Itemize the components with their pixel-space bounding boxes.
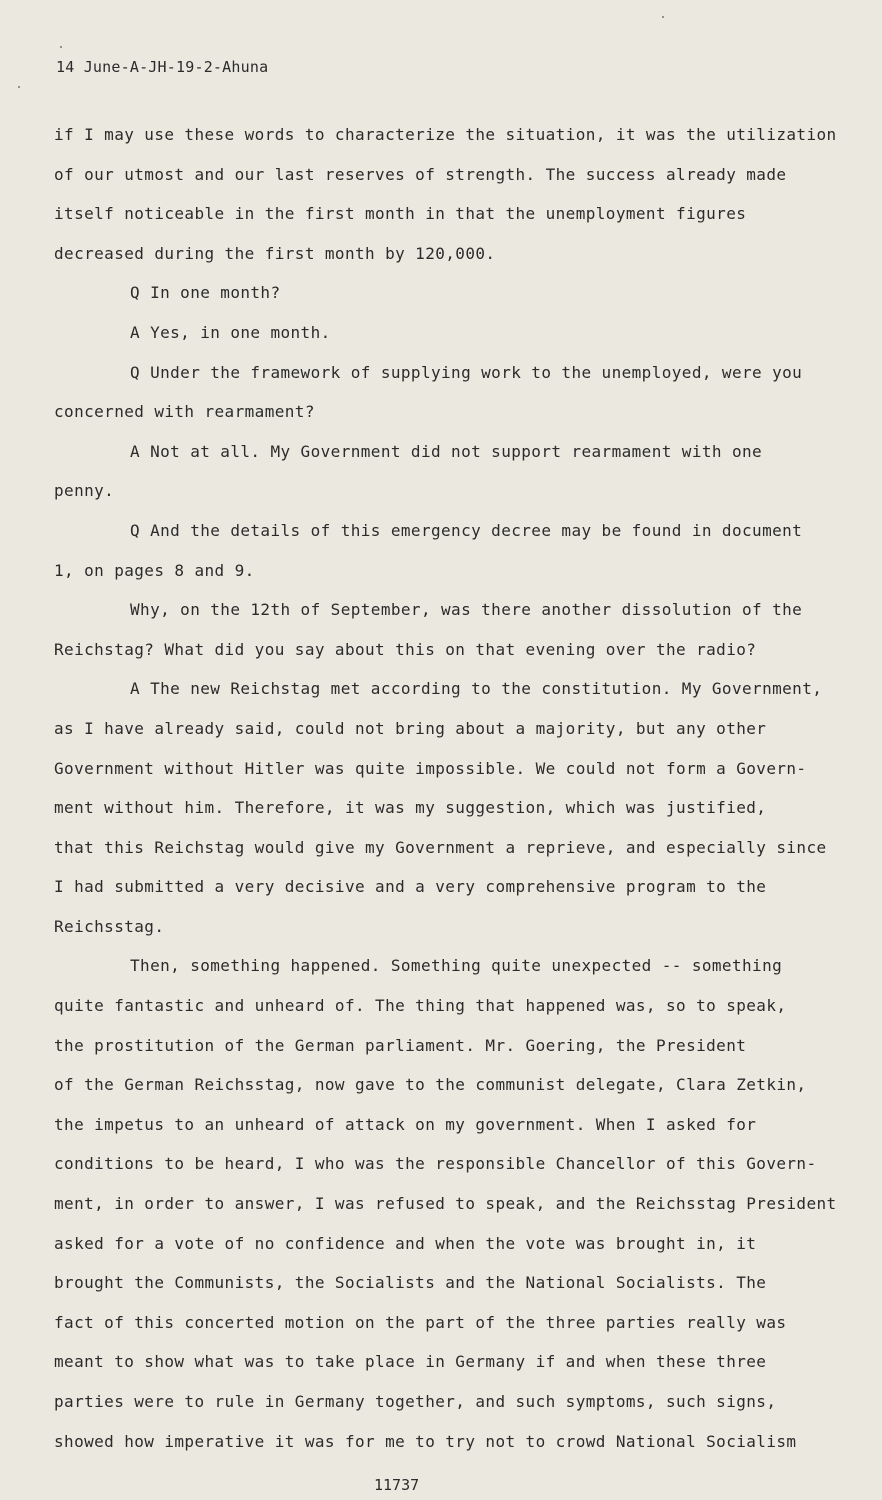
page-number: 11737: [374, 1476, 420, 1494]
page-header: 14 June-A-JH-19-2-Ahuna: [56, 58, 269, 76]
paper-speck: [18, 86, 20, 88]
text-line: decreased during the first month by 120,000.: [54, 243, 496, 263]
text-line: quite fantastic and unheard of. The thing that happened was, so to speak,: [54, 996, 787, 1016]
text-line: the prostitution of the German parliament. Mr. Goering, the President: [54, 1035, 747, 1055]
transcript-body: [54, 115, 837, 1461]
text-line: I had submitted a very decisive and a very comprehensive program to the: [54, 877, 767, 897]
text-line: Then, something happened. Something quite unexpected -- something: [130, 956, 783, 976]
text-line: showed how imperative it was for me to try not to crowd National Socialism: [54, 1431, 797, 1451]
text-line: itself noticeable in the first month in that the unemployment figures: [54, 204, 747, 224]
text-line: parties were to rule in Germany together, and such symptoms, such signs,: [54, 1392, 777, 1411]
text-line: Why, on the 12th of September, was there another dissolution of the: [130, 600, 803, 620]
text-line: conditions to be heard, I who was the responsible Chancellor of this Govern-: [54, 1154, 817, 1174]
text-line: Reichsstag.: [54, 916, 165, 936]
text-line: of the German Reichsstag, now gave to the communist delegate, Clara Zetkin,: [54, 1075, 807, 1095]
paper-speck: [662, 16, 664, 18]
text-line: penny.: [54, 481, 115, 501]
text-line: asked for a vote of no confidence and when the vote was brought in, it: [54, 1233, 757, 1253]
text-line: A The new Reichstag met according to the constitution. My Government,: [130, 679, 823, 699]
text-line: Reichstag? What did you say about this on that evening over the radio?: [54, 639, 757, 659]
text-line: the impetus to an unheard of attack on my government. When I asked for: [54, 1114, 757, 1134]
text-line: A Not at all. My Government did not support rearmament with one: [130, 441, 763, 461]
text-line: ment without him. Therefore, it was my suggestion, which was justified,: [54, 798, 767, 818]
text-line: Government without Hitler was quite impossible. We could not form a Govern-: [54, 758, 807, 778]
text-line: that this Reichstag would give my Government a reprieve, and especially since: [54, 837, 827, 857]
text-line: A Yes, in one month.: [130, 322, 331, 342]
text-line: Q In one month?: [130, 283, 281, 303]
text-line: ment, in order to answer, I was refused to speak, and the Reichsstag President: [54, 1194, 837, 1214]
text-line: 1, on pages 8 and 9.: [54, 560, 255, 580]
text-line: Q And the details of this emergency decree may be found in document: [130, 520, 803, 540]
text-line: if I may use these words to characterize the situation, it was the utilization: [54, 125, 837, 144]
text-line: of our utmost and our last reserves of strength. The success already made: [54, 164, 787, 184]
paper-speck: [60, 46, 62, 48]
text-line: as I have already said, could not bring about a majority, but any other: [54, 718, 767, 738]
text-line: brought the Communists, the Socialists and the National Socialists. The: [54, 1273, 767, 1293]
text-line: concerned with rearmament?: [54, 402, 315, 422]
text-line: fact of this concerted motion on the part of the three parties really was: [54, 1312, 787, 1332]
text-line: Q Under the framework of supplying work to the unemployed, were you: [130, 362, 803, 382]
text-line: meant to show what was to take place in Germany if and when these three: [54, 1352, 767, 1372]
